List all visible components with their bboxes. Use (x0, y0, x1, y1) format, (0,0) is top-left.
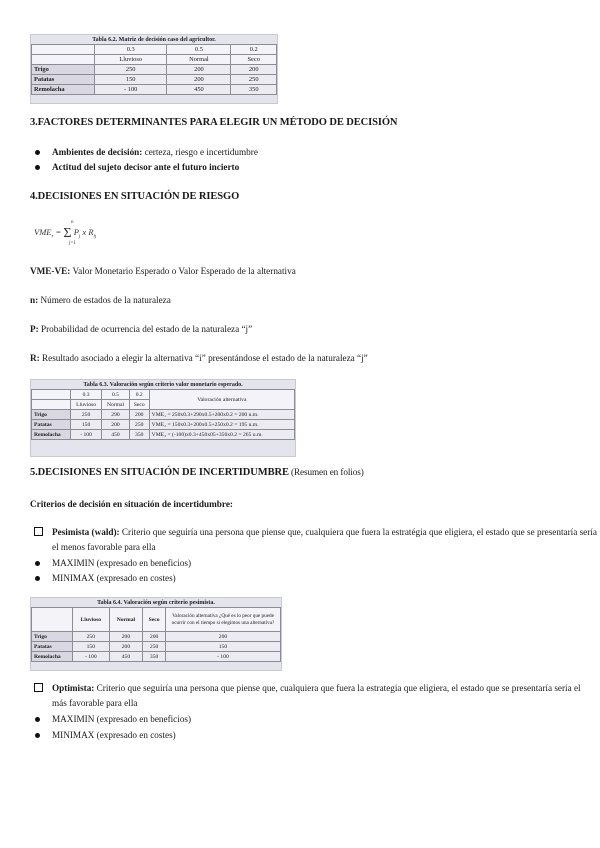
table-row: Trigo 250 200 200 (32, 65, 277, 75)
vme-table: 0.3 0.5 0.2 Valoración alternativa Lluvioso Normal Seco Trigo 250 290 200 VME₁ = 250x0.3+290x0.5+200x0.2 = 200 u.m. Patatas 150 200 250 VME₂ = 150x0.3+200x0.5+250x0.2 = 195 u.m. Remolacha - 100 450 350 VME₃ = (-100)x0.3+450x05+350x0.2 = 265 u.m. (31, 389, 295, 440)
list-item: MINIMAX (expresado en costes) (30, 728, 176, 742)
table-row: Remolacha - 100 450 350 VME₃ = (-100)x0.3+450x05+350x0.2 = 265 u.m. (32, 430, 295, 440)
list-item: Actitud del sujeto decisor ante el futuro incierto (30, 160, 239, 174)
section-4-heading: 4.DECISIONES EN SITUACIÓN DE RIESGO (30, 191, 240, 202)
table-row: Remolacha - 100 450 350 (32, 85, 277, 95)
valuation-header: Valoración alternativa ¿Qué es lo peor que puede ocurrir con el tiempo si elegimos una alternativa? (166, 608, 281, 632)
checkbox-square-icon (34, 683, 43, 692)
table-row: Patatas 150 200 250 150 (32, 642, 281, 652)
pesimista-item: Pesimista (wald): Criterio que seguiría una persona que piense que, cualquiera que fuera la estratégia que eligiera, el estado que se presentaría sería el menos favorable para ella (30, 525, 597, 555)
prob-cell: 0.2 (231, 45, 277, 55)
table-6-2 (30, 34, 278, 104)
checkbox-square-icon (34, 527, 43, 536)
vme-formula: $VME_r = \Sigma$ n j=1 $P_j$ x $R_{ij}$ (34, 220, 97, 246)
list-item: MAXIMIN (expresado en beneficios) (30, 712, 191, 726)
table-row: Patatas 150 200 250 VME₂ = 150x0.3+200x0.5+250x0.2 = 195 u.m. (32, 420, 295, 430)
state-cell: Lluvioso (95, 55, 167, 65)
table-caption: Tabla 6.2. Matriz de decisión caso del agricultor. (92, 37, 216, 43)
table-6-3 (30, 379, 296, 457)
table-6-4 (30, 597, 282, 671)
valuation-header: Valoración alternativa (149, 390, 294, 410)
list-item: MINIMAX (expresado en costes) (30, 571, 176, 585)
state-cell: Normal (167, 55, 231, 65)
table-row: Trigo 250 200 200 200 (32, 632, 281, 642)
optimista-item: Optimista: Criterio que seguiría una persona que piense que, cualquiera que fuera la estrategia que eligiera, el estado que se presentaría sería el más favorable para ella (30, 681, 597, 711)
pessimist-table: Lluvioso Normal Seco Valoración alternativa ¿Qué es lo peor que puede ocurrir con el tiempo si elegimos una alternativa? Trigo 250 200 200 200 Patatas 150 200 250 150 Remolacha - 100 450 350 - 100 (31, 607, 281, 662)
table-row: Trigo 250 290 200 VME₁ = 250x0.3+290x0.5+200x0.2 = 200 u.m. (32, 410, 295, 420)
decision-matrix-table (31, 44, 277, 95)
prob-cell: 0.5 (167, 45, 231, 55)
table-row: Patatas 150 200 250 (32, 75, 277, 85)
table-caption: Tabla 6.3. Valoración según criterio valor monetario esperado. (83, 382, 243, 388)
list-item: MAXIMIN (expresado en beneficios) (30, 556, 191, 570)
definition-vme: VME-VE: Valor Monetario Esperado o Valor Esperado de la alternativa (30, 266, 296, 276)
table-row: Remolacha - 100 450 350 - 100 (32, 652, 281, 662)
list-item: Ambientes de decisión: certeza, riesgo e incertidumbre (30, 145, 258, 159)
prob-cell: 0.3 (95, 45, 167, 55)
definition-p: P: Probabilidad de ocurrencia del estado de la naturaleza “j” (30, 324, 253, 334)
definition-n: n: Número de estados de la naturaleza (30, 295, 171, 305)
criteria-subtitle: Criterios de decisión en situación de incertidumbre: (30, 499, 233, 509)
definition-r: R: Resultado asociado a elegir la alternativa “i” presentándose el estado de la naturaleza “j” (30, 353, 368, 363)
table-caption: Tabla 6.4. Valoración según criterio pesimista. (97, 600, 215, 606)
section-5-heading: 5.DECISIONES EN SITUACIÓN DE INCERTIDUMBRE (Resumen en folios) (30, 467, 364, 478)
state-cell: Seco (231, 55, 277, 65)
section-3-heading: 3.FACTORES DETERMINANTES PARA ELEGIR UN MÉTODO DE DECISIÓN (30, 117, 398, 128)
